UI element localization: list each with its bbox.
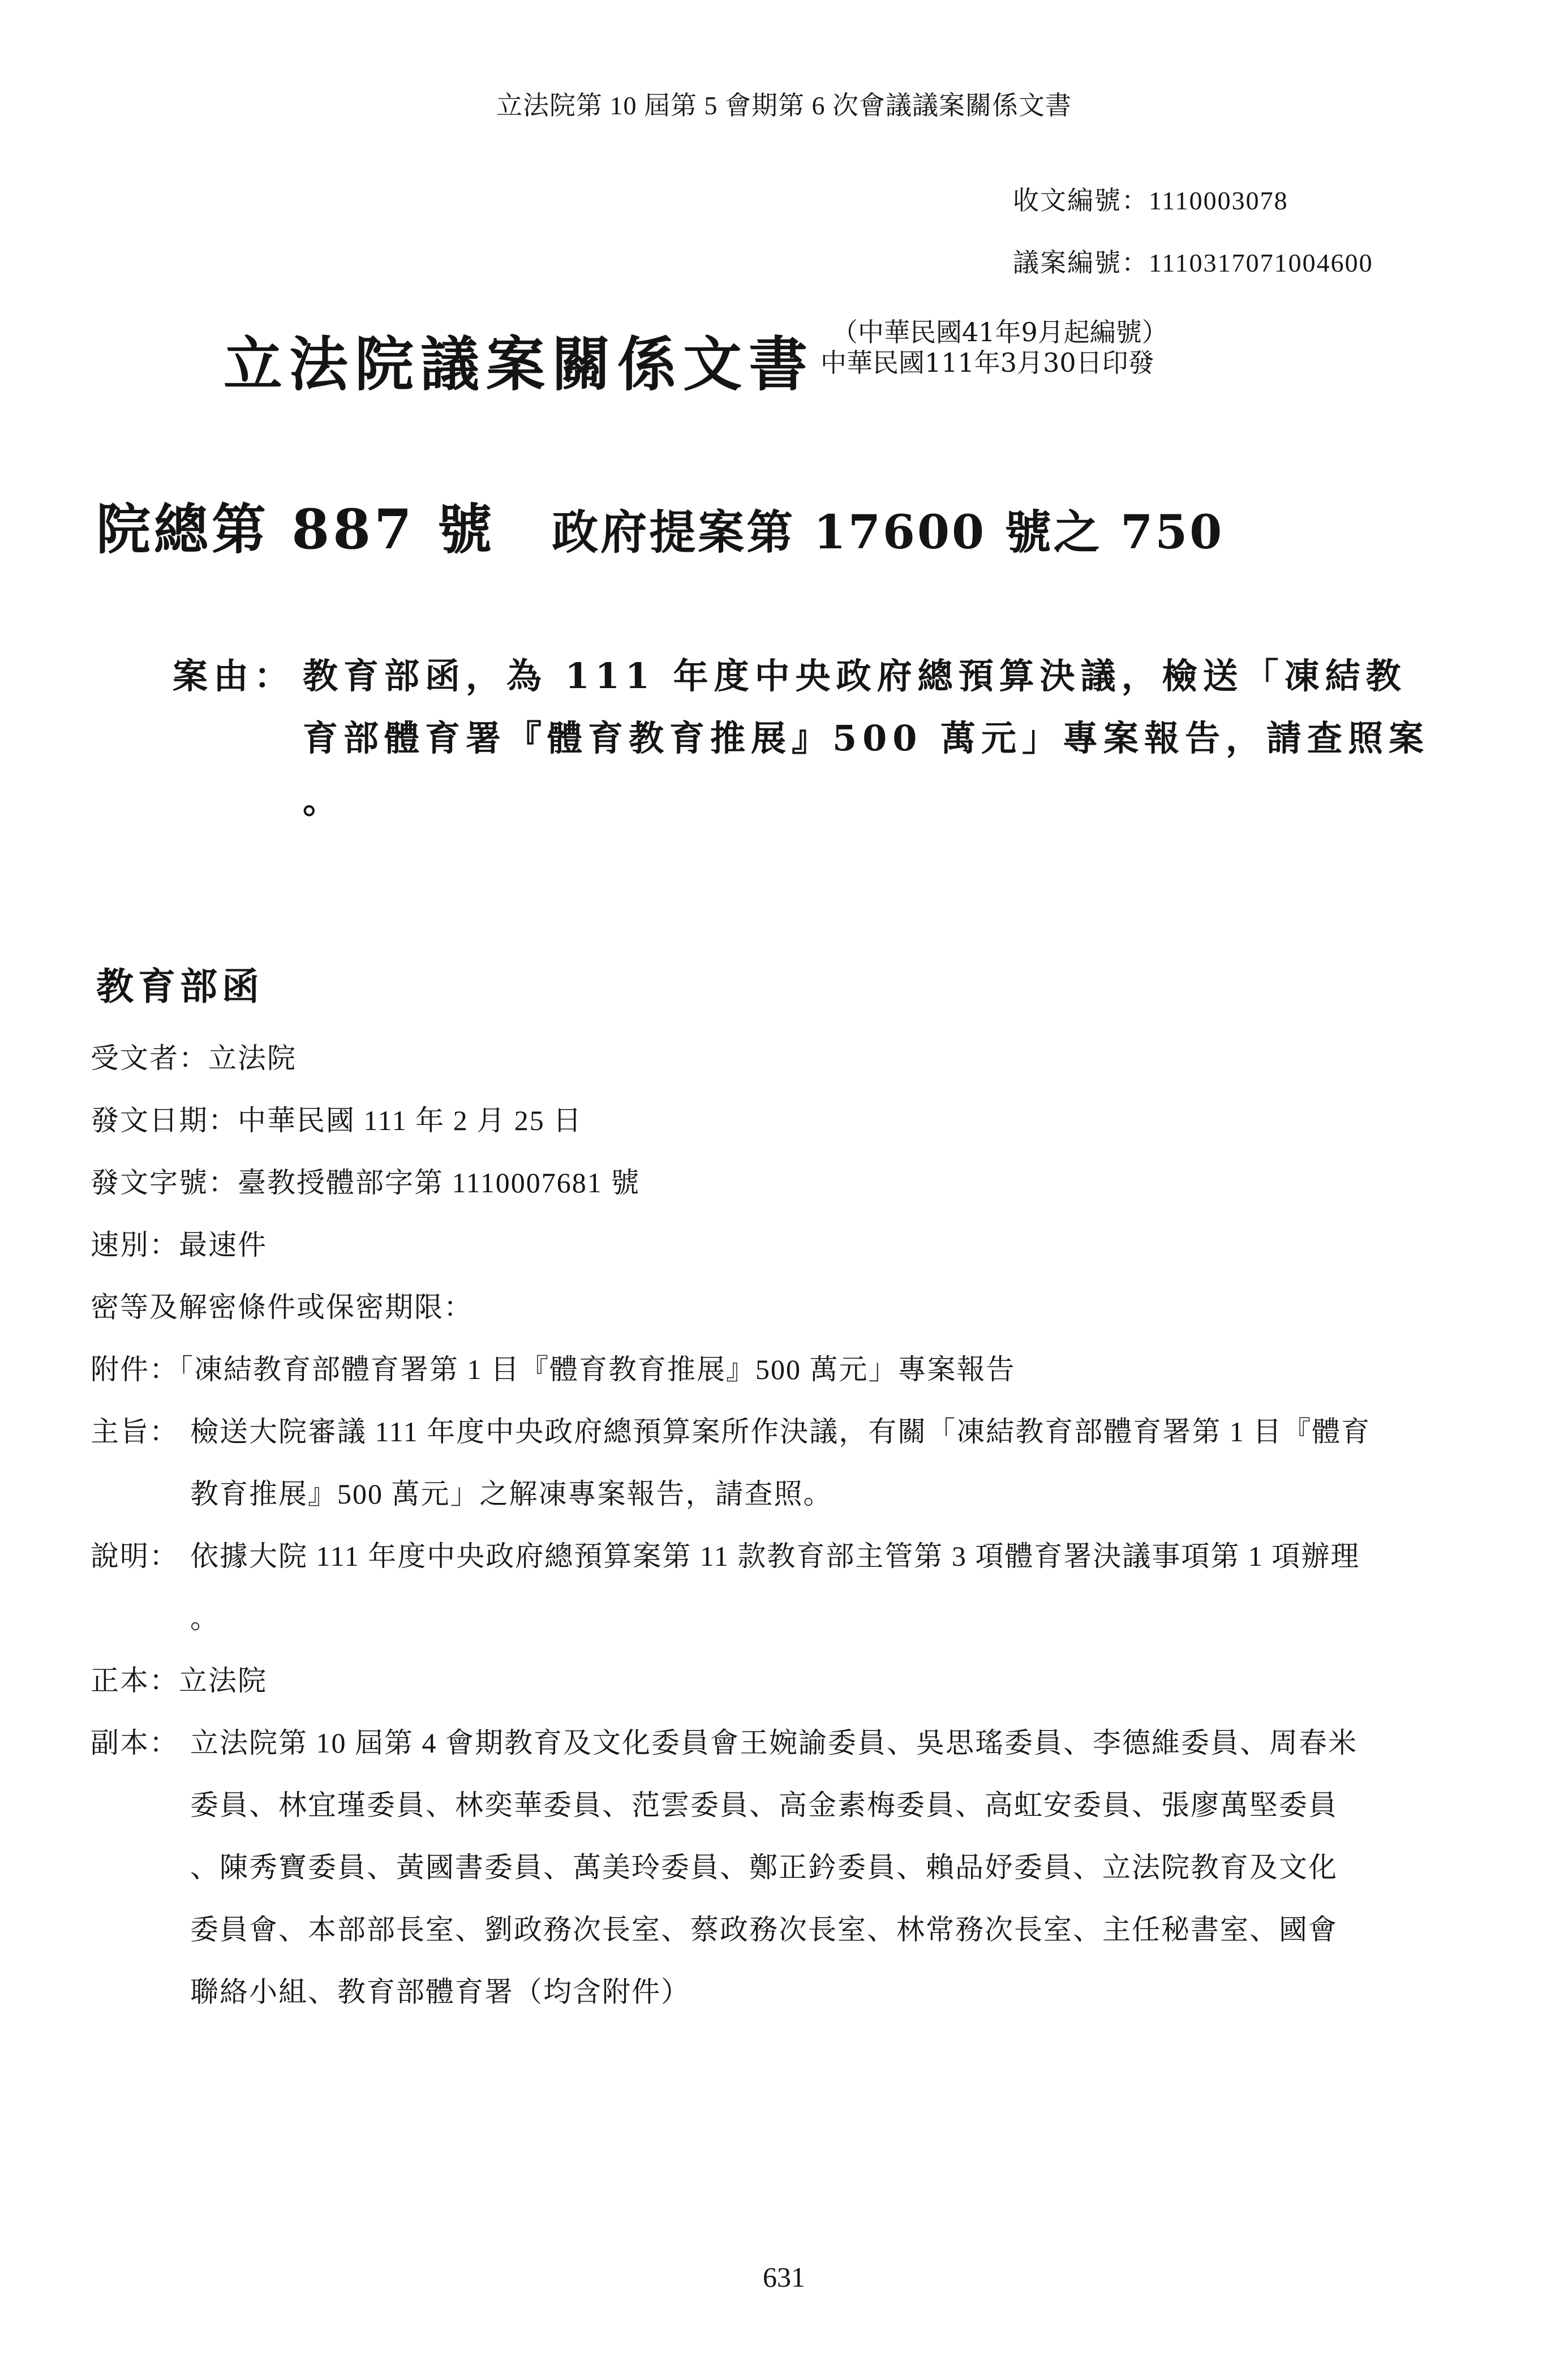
subject-line: 育部體育署『體育教育推展』500 萬元」專案報告，請查照案 [303, 718, 1430, 759]
explanation-line: 依據大院 111 年度中央政府總預算案第 11 款教育部主管第 3 項體育署決議事項第 1 項辦理 [190, 1540, 1360, 1572]
doc-reference-field [91, 1152, 640, 1214]
attachment-text: 附件：「凍結教育部體育署第 1 目『體育教育推展』500 萬元」專案報告 [91, 1354, 1016, 1385]
issue-date-text: 發文日期：中華民國 111 年 2 月 25 日 [91, 1105, 583, 1136]
copies-line: 、陳秀寶委員、黃國書委員、萬美玲委員、鄭正鈐委員、賴品妤委員、立法院教育及文化 [190, 1851, 1338, 1883]
receipt-number: 收文編號：1110003078 [1013, 186, 1288, 215]
document-title: 立法院議案關係文書 [224, 329, 815, 399]
copies-line: 立法院第 10 屆第 4 會期教育及文化委員會王婉諭委員、吳思瑤委員、李德維委員、周春米 [190, 1727, 1357, 1759]
copies-line: 聯絡小組、教育部體育署（均含附件） [190, 1976, 690, 2008]
confidentiality-field [91, 1276, 473, 1338]
purpose-line: 教育推展』500 萬元」之解凍專案報告，請查照。 [190, 1478, 833, 1510]
original-recipient-text: 正本：立法院 [91, 1665, 267, 1696]
urgency-field [91, 1214, 267, 1276]
explanation-line: 。 [190, 1603, 220, 1634]
recipient-field [91, 1027, 297, 1089]
print-date: 中華民國111年3月30日印發 [820, 347, 1154, 378]
original-recipient-field [91, 1649, 267, 1712]
explanation-label: 說明： [91, 1540, 179, 1572]
subject-line: 教育部函，為 111 年度中央政府總預算決議，檢送「凍結教 [303, 655, 1407, 697]
purpose-line: 檢送大院審議 111 年度中央政府總預算案所作決議，有關「凍結教育部體育署第 1 目『體育 [190, 1416, 1371, 1447]
purpose-label: 主旨： [91, 1416, 179, 1447]
doc-reference-text: 發文字號：臺教授體部字第 1110007681 號 [91, 1167, 641, 1198]
doc-numbers [96, 487, 1224, 564]
bill-number: 議案編號：1110317071004600 [1013, 248, 1373, 277]
subject-label: 案由： [173, 655, 295, 697]
doc-number: 院總第 887 號 [96, 497, 496, 561]
numbering-note: （中華民國41年9月起編號） [832, 317, 1168, 347]
urgency-text: 速別：最速件 [91, 1229, 267, 1261]
copies-line: 委員、林宜瑾委員、林奕華委員、范雲委員、高金素梅委員、高虹安委員、張廖萬堅委員 [190, 1789, 1338, 1821]
sender-title: 教育部函 [96, 964, 264, 1008]
confidentiality-text: 密等及解密條件或保密期限： [91, 1291, 473, 1323]
title-notes [820, 317, 1168, 378]
subject-line: 。 [303, 780, 344, 821]
attachment-field [91, 1338, 1016, 1401]
copies-line: 委員會、本部部長室、劉政務次長室、蔡政務次長室、林常務次長室、主任秘書室、國會 [190, 1914, 1338, 1945]
recipient-text: 受文者：立法院 [91, 1042, 297, 1074]
issue-date-field [91, 1089, 582, 1152]
proposal-number: 政府提案第 17600 號之 750 [552, 505, 1225, 560]
running-header: 立法院第 10 屆第 5 會期第 6 次會議議案關係文書 [496, 91, 1072, 120]
copies-label: 副本： [91, 1727, 179, 1759]
page-number: 631 [763, 2261, 805, 2293]
